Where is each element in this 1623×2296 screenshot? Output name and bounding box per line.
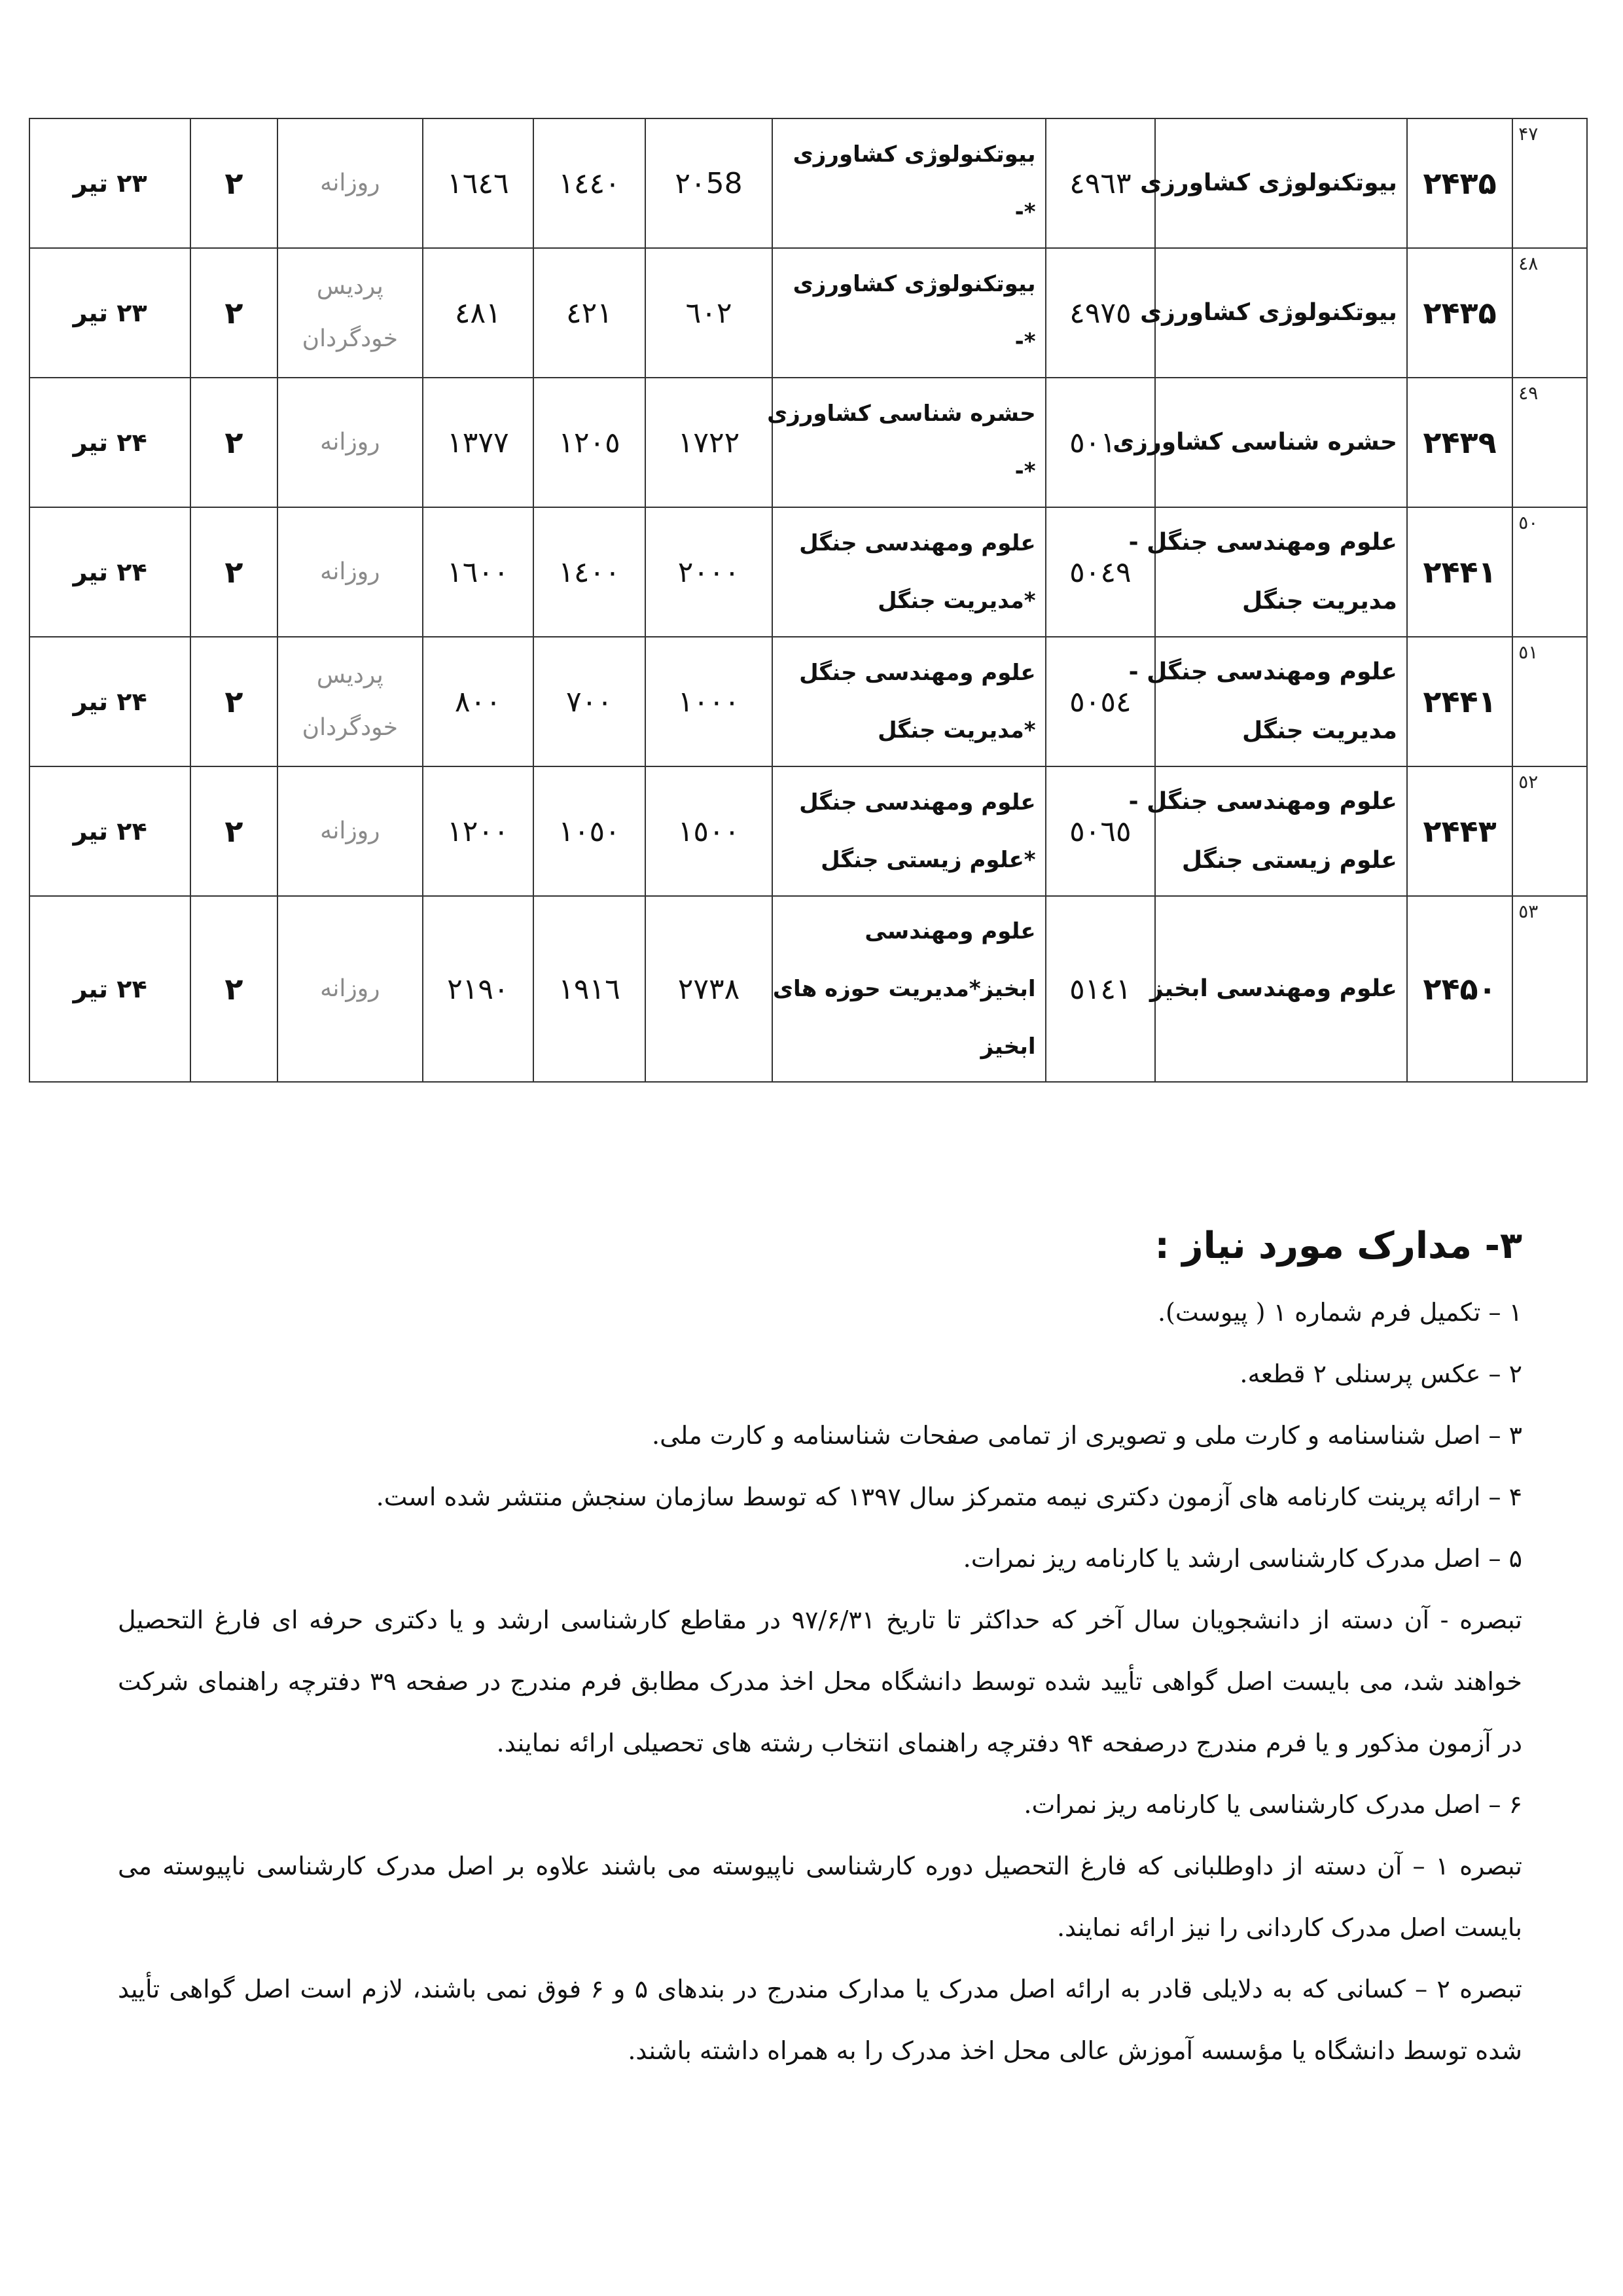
course-type-line: روزانه (320, 170, 380, 196)
code-cell: ۲۴۴۳ (1407, 766, 1512, 896)
group-cell: ۲ (190, 248, 277, 378)
field-name-line: علوم ومهندسی جنگل - (1128, 658, 1397, 685)
field-name-line: علوم ومهندسی جنگل - (1128, 529, 1397, 556)
interview-date-cell: ۲۳ تیر (29, 248, 190, 378)
orientation-cell (772, 766, 1046, 896)
group-cell: ۲ (190, 896, 277, 1082)
interview-date-cell: ۲۴ تیر (29, 507, 190, 637)
course-type-cell (277, 766, 423, 896)
course-type-line: پردیس (316, 273, 383, 300)
course-type-cell (277, 896, 423, 1082)
orientation-line: *مدیریت جنگل (878, 717, 1036, 744)
interview-date-cell: ۲۴ تیر (29, 378, 190, 507)
field-code-cell: ٤٩٦٣ (1046, 118, 1156, 248)
row-number-cell: ٥٣ (1512, 896, 1587, 1082)
orientation-cell (772, 507, 1046, 637)
document-item-6: ۶ – اصل مدرک کارشناسی یا کارنامه ریز نمرات. (1024, 1790, 1522, 1819)
row-number-cell: ٥٠ (1512, 507, 1587, 637)
orientation-line: ابخیز (980, 1033, 1036, 1060)
field-code-cell: ٥٠٥٤ (1046, 637, 1156, 766)
row-number-cell: ۴۷ (1512, 118, 1587, 248)
score-a-cell: ١٢٠٥ (533, 378, 646, 507)
course-type-cell (277, 637, 423, 766)
orientation-line: ابخیز*مدیریت حوزه های (772, 976, 1036, 1002)
code-cell: ۲۴۵۰ (1407, 896, 1512, 1082)
field-name-cell (1140, 248, 1407, 378)
table-row (29, 896, 1587, 1082)
orientation-cell (772, 637, 1046, 766)
group-cell: ۲ (190, 378, 277, 507)
orientation-line: علوم ومهندسی جنگل (799, 530, 1036, 556)
document-item-3: ۳ – اصل شناسنامه و کارت ملی و تصویری از تمامی صفحات شناسنامه و کارت ملی. (651, 1421, 1522, 1450)
interview-date-cell: ۲۴ تیر (29, 637, 190, 766)
row-number-cell: ٥١ (1512, 637, 1587, 766)
score-a-cell: ١٤٠٠ (533, 507, 646, 637)
admissions-table (29, 118, 1588, 1083)
required-documents-section (118, 1211, 1522, 2081)
score-b-cell: ١٦٠٠ (423, 507, 533, 637)
course-type-line: روزانه (320, 429, 380, 456)
field-code-cell: ٥١٤١ (1046, 896, 1156, 1082)
admitted-count-cell: ۲۰58 (645, 118, 772, 248)
orientation-line: *- (1014, 329, 1036, 355)
admitted-count-cell: ٢٠٠٠ (645, 507, 772, 637)
admitted-count-cell: ١٠٠٠ (645, 637, 772, 766)
field-name-line: علوم زیستی جنگل (1181, 847, 1397, 874)
field-name-line: حشره شناسی کشاورزی (1113, 429, 1397, 456)
table-row (29, 248, 1587, 378)
row-number-cell: ٥٢ (1512, 766, 1587, 896)
table-body (29, 118, 1587, 1082)
field-name-line: بیوتکنولوژی کشاورزی (1140, 299, 1397, 326)
note-paragraph: تبصره - آن دسته از دانشجویان سال آخر که حداکثر تا تاریخ ۹۷/۶/۳۱ در مقاطع کارشناسی ارشد و یا دکتری حرفه ای فارغ التحصیل خواهند شد، می بایست اصل گواهی تأیید شده توسط دانشگاه محل اخذ مدرک مطابق فرم مندرج در صفحه ۳۹ دفترچه راهنمای شرکت در آزمون مذکور و یا فرم مندرج درصفحه ۹۴ دفترچه راهنمای انتخاب رشته های تحصیلی ارائه نمایند. (118, 1605, 1522, 1757)
admitted-count-cell: ١٥٠٠ (645, 766, 772, 896)
course-type-cell (277, 248, 423, 378)
group-cell: ۲ (190, 507, 277, 637)
field-name-line: علوم ومهندسی ابخیز (1149, 975, 1397, 1002)
interview-date-cell: ۲۴ تیر (29, 896, 190, 1082)
code-cell: ۲۴۳۵ (1407, 248, 1512, 378)
admitted-count-cell: ٦٠٢ (645, 248, 772, 378)
orientation-cell (772, 896, 1046, 1082)
code-cell: ۲۴۳۵ (1407, 118, 1512, 248)
group-cell: ۲ (190, 118, 277, 248)
orientation-cell (767, 378, 1046, 507)
orientation-line: بیوتکنولوژی کشاورزی (793, 271, 1036, 297)
admitted-count-cell: ١٧٢٢ (645, 378, 772, 507)
note-1-paragraph: تبصره ۱ – آن دسته از داوطلبانی که فارغ التحصیل دوره کارشناسی ناپیوسته می باشند علاوه بر اصل مدرک کارشناسی ناپیوسته می بایست اصل مدرک کاردانی را نیز ارائه نمایند. (118, 1852, 1522, 1942)
field-code-cell: ٤٩٧٥ (1046, 248, 1156, 378)
code-cell: ۲۴۳۹ (1407, 378, 1512, 507)
score-b-cell: ٤٨١ (423, 248, 533, 378)
field-name-line: مدیریت جنگل (1242, 717, 1397, 744)
document-item-5: ۵ – اصل مدرک کارشناسی ارشد یا کارنامه ریز نمرات. (963, 1544, 1522, 1573)
score-b-cell: ٨٠٠ (423, 637, 533, 766)
field-name-cell (1128, 637, 1407, 766)
field-name-line: مدیریت جنگل (1242, 588, 1397, 615)
score-b-cell: ١٢٠٠ (423, 766, 533, 896)
note-2-paragraph: تبصره ۲ – کسانی که به دلایلی قادر به ارائه اصل مدرک یا مدارک مندرج در بندهای ۵ و ۶ فوق نمی باشند، لازم است اصل گواهی تأیید شده توسط دانشگاه یا مؤسسه آموزش عالی محل اخذ مدرک را به همراه داشته باشند. (118, 1975, 1522, 2065)
interview-date-cell: ۲۴ تیر (29, 766, 190, 896)
score-b-cell: ١٣٧٧ (423, 378, 533, 507)
table-row (29, 118, 1587, 248)
course-type-line: روزانه (320, 558, 380, 585)
course-type-line: خودگردان (302, 325, 399, 352)
score-a-cell: ٧٠٠ (533, 637, 646, 766)
section-heading: ۳- مدارک مورد نیاز : (1154, 1225, 1522, 1267)
group-cell: ۲ (190, 766, 277, 896)
document-item-1: ۱ – تکمیل فرم شماره ۱ ( پیوست). (1157, 1298, 1522, 1327)
field-name-cell (1128, 766, 1407, 896)
row-number-cell: ٤٨ (1512, 248, 1587, 378)
field-name-cell (1113, 378, 1407, 507)
table-row (29, 766, 1587, 896)
score-b-cell: ٢١٩٠ (423, 896, 533, 1082)
field-name-cell (1149, 896, 1407, 1082)
field-code-cell: ٥٠٤٩ (1046, 507, 1156, 637)
interview-date-cell: ۲۳ تیر (29, 118, 190, 248)
course-type-line: روزانه (320, 975, 380, 1002)
row-number-cell: ٤٩ (1512, 378, 1587, 507)
course-type-cell (277, 507, 423, 637)
score-a-cell: ١٠٥٠ (533, 766, 646, 896)
orientation-line: علوم ومهندسی جنگل (799, 789, 1036, 816)
orientation-line: *- (1014, 458, 1036, 484)
code-cell: ۲۴۴۱ (1407, 637, 1512, 766)
field-code-cell: ٥٠١٠ (1046, 378, 1156, 507)
field-code-cell: ٥٠٦٥ (1046, 766, 1156, 896)
admitted-count-cell: ٢٧٣٨ (645, 896, 772, 1082)
course-type-cell (277, 378, 423, 507)
table-row (29, 378, 1587, 507)
orientation-line: *علوم زیستی جنگل (821, 847, 1036, 873)
score-b-cell: ١٦٤٦ (423, 118, 533, 248)
orientation-line: *- (1014, 199, 1036, 225)
course-type-line: خودگردان (302, 714, 399, 741)
field-name-line: علوم ومهندسی جنگل - (1128, 788, 1397, 815)
document-item-4: ۴ – ارائه پرینت کارنامه های آزمون دکتری نیمه متمرکز سال ۱۳۹۷ که توسط سازمان سنجش منتشر شده است. (376, 1482, 1522, 1511)
orientation-line: علوم ومهندسی (865, 918, 1036, 944)
orientation-line: بیوتکنولوژی کشاورزی (793, 141, 1036, 168)
course-type-line: روزانه (320, 817, 380, 844)
field-name-cell (1140, 118, 1407, 248)
orientation-line: *مدیریت جنگل (878, 588, 1036, 614)
orientation-cell (772, 248, 1046, 378)
field-name-line: بیوتکنولوژی کشاورزی (1140, 170, 1397, 196)
orientation-cell (772, 118, 1046, 248)
table-row (29, 507, 1587, 637)
course-type-cell (277, 118, 423, 248)
orientation-line: علوم ومهندسی جنگل (799, 660, 1036, 686)
score-a-cell: ١٤٤٠ (533, 118, 646, 248)
code-cell: ۲۴۴۱ (1407, 507, 1512, 637)
field-name-cell (1128, 507, 1407, 637)
table-row (29, 637, 1587, 766)
score-a-cell: ٤٢١ (533, 248, 646, 378)
orientation-line: حشره شناسی کشاورزی (767, 401, 1036, 427)
group-cell: ۲ (190, 637, 277, 766)
score-a-cell: ١٩١٦ (533, 896, 646, 1082)
course-type-line: پردیس (316, 662, 383, 689)
document-item-2: ۲ – عکس پرسنلی ۲ قطعه. (1240, 1359, 1522, 1388)
